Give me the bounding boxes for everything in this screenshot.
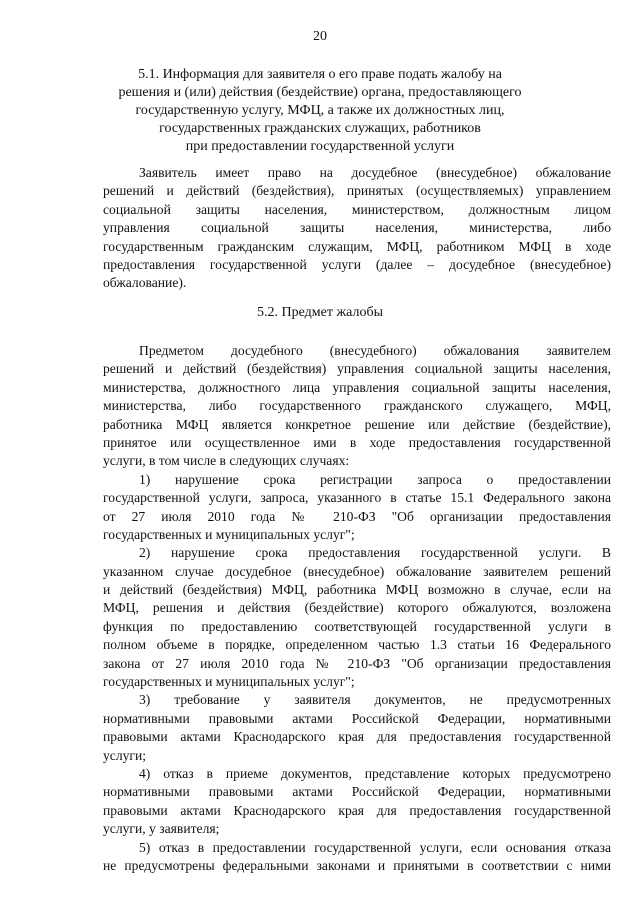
heading-line: при предоставлении государственной услуги	[185, 139, 455, 154]
paragraph-line: услуги, в том числе в следующих случаях:	[103, 453, 350, 469]
paragraph-line: министерства, должностного лица управления социальной защиты населения,	[103, 379, 611, 395]
list-item-line: функция по предоставлению соответствующей государственной услуги в	[103, 618, 611, 634]
list-item-line: нормативными правовыми актами Российской Федерации, нормативными	[103, 784, 611, 800]
list-item-line: услуги, у заявителя;	[103, 821, 220, 837]
list-item-line: 1) нарушение срока регистрации запроса о предоставлении	[139, 471, 611, 487]
list-item	[103, 544, 611, 691]
heading-line: решения и (или) действия (бездействие) органа, предоставляющего	[118, 85, 522, 100]
list-item-line: услуги;	[103, 747, 147, 763]
list-item-line: от 27 июля 2010 года № 210-ФЗ "Об организации предоставления	[103, 508, 611, 524]
list-item	[103, 691, 611, 765]
list-item-line: указанном случае досудебное (внесудебное) обжалование заявителем решений	[103, 563, 611, 579]
paragraph-line: обжалование).	[103, 275, 187, 291]
heading-line: 5.2. Предмет жалобы	[257, 305, 383, 320]
list-item-line: государственной услуги, запроса, указанного в статье 15.1 Федерального закона	[103, 490, 611, 506]
list-item-line: государственных и муниципальных услуг";	[103, 526, 355, 542]
list-item-line: закона от 27 июля 2010 года № 210-ФЗ "Об организации предоставления	[103, 655, 611, 671]
section-5-2-heading	[0, 304, 640, 322]
paragraph-line: решений и действий (бездействия), принятых (осуществляемых) управлением	[103, 183, 611, 199]
paragraph-line: государственным гражданским служащим, МФЦ, работником МФЦ в ходе	[103, 238, 611, 254]
list-item-line: 2) нарушение срока предоставления государственной услуги. В	[139, 545, 611, 561]
list-item-line: полном объеме в порядке, определенном частью 1.3 статьи 16 Федерального	[103, 637, 611, 653]
list-item-line: правовыми актами Краснодарского края для предоставления государственной	[103, 802, 611, 818]
list-item-line: 5) отказ в предоставлении государственной услуги, если основания отказа	[139, 839, 611, 855]
list-item-line: правовыми актами Краснодарского края для предоставления государственной	[103, 729, 611, 745]
paragraph-line: Заявитель имеет право на досудебное (внесудебное) обжалование	[139, 165, 611, 180]
list-item-line: государственных и муниципальных услуг";	[103, 674, 355, 690]
section-5-2-body	[103, 342, 611, 875]
list-item-line: 4) отказ в приеме документов, представление которых предусмотрено	[139, 765, 611, 781]
list-item	[103, 471, 611, 545]
heading-line: 5.1. Информация для заявителя о его праве подать жалобу на	[138, 67, 502, 82]
list-item-line: МФЦ, решения и действия (бездействие) которого обжалуются, возложена	[103, 600, 611, 616]
list-item	[103, 765, 611, 839]
paragraph-line: Предметом досудебного (внесудебного) обжалования заявителем	[139, 343, 611, 358]
page-number: 20	[313, 29, 327, 44]
list-item-line: 3) требование у заявителя документов, не предусмотренных	[139, 692, 611, 708]
list-item-line: и действий (бездействия) МФЦ, работника МФЦ возможно в случае, если на	[103, 582, 611, 598]
list-item-line: не предусмотрены федеральными законами и принятыми в соответствии с ними	[103, 857, 611, 873]
paragraph-line: работника МФЦ является конкретное решение или действие (бездействие),	[103, 416, 611, 432]
paragraph-line: принятое или осуществленное ими в ходе предоставления государственной	[103, 434, 611, 450]
heading-line: государственных гражданских служащих, работников	[159, 121, 481, 136]
heading-line: государственную услугу, МФЦ, а также их должностных лиц,	[135, 103, 505, 118]
paragraph-line: социальной защиты населения, министерством, должностным лицом	[103, 201, 611, 217]
paragraph-line: министерства, либо государственного гражданского служащего, МФЦ,	[103, 398, 611, 414]
section-5-1-paragraph	[103, 164, 611, 293]
section-5-1-heading	[0, 66, 640, 156]
list-item-line: нормативными правовыми актами Российской Федерации, нормативными	[103, 710, 611, 726]
paragraph-line: управления социальной защиты населения, министерства, либо	[103, 220, 611, 236]
paragraph-line: решений и действий (бездействия) управления социальной защиты населения,	[103, 361, 611, 377]
list-item	[103, 839, 611, 876]
paragraph-line: предоставления государственной услуги (далее – досудебное (внесудебное)	[103, 256, 611, 272]
